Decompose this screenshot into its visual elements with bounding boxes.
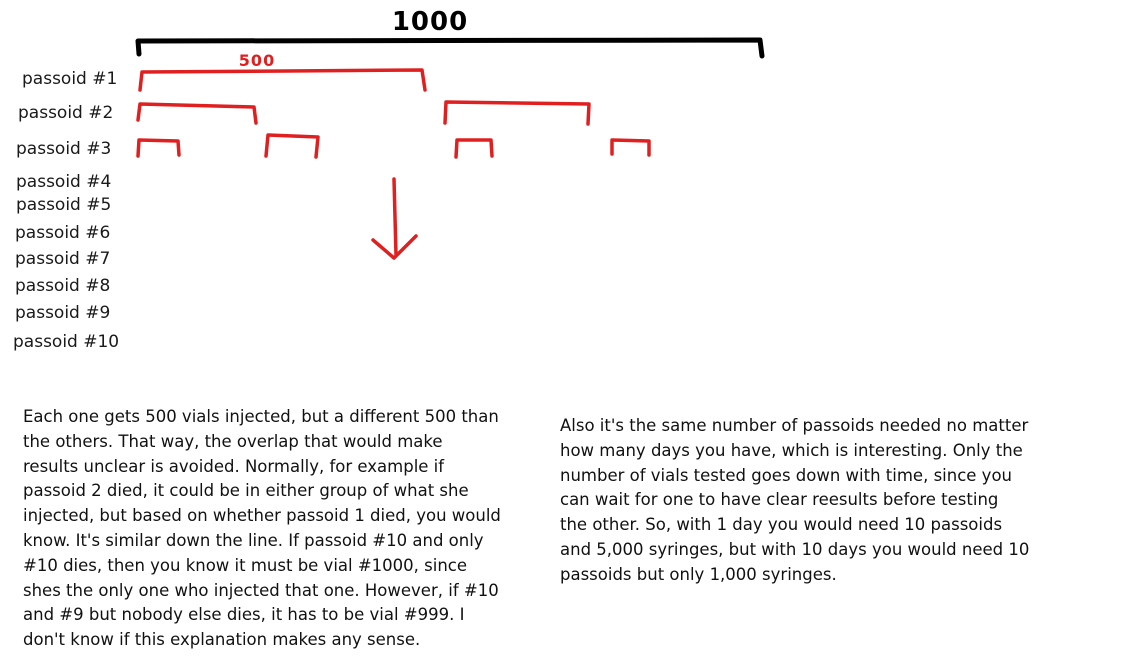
passoid-label-8: passoid #8	[15, 276, 111, 296]
passoid-3-bracket-b	[266, 135, 318, 157]
passoid-label-6: passoid #6	[15, 223, 111, 243]
passoid-2-bracket-a	[138, 104, 256, 123]
passoid-label-10: passoid #10	[13, 332, 120, 352]
bracket-1000	[138, 40, 762, 56]
explanation-paragraph: Each one gets 500 vials injected, but a different 500 than the others. That way, the overlap that would make results unclear is avoided. Normally, for example if passoid 2 died, it could be in either group of what she injected, but based on whether passoid 1 died, you would know. It's similar down the line. If passoid #10 and only #10 dies, then you know it must be vial #1000, since shes the only one who injected that one. However, if #10 and #9 but nobody else dies, it has to be vial #999. I don't know if this explanation makes any sense.	[23, 407, 501, 650]
passoid-label-5: passoid #5	[16, 195, 112, 215]
passoid-label-9: passoid #9	[15, 303, 111, 323]
passoid-1-bracket	[140, 70, 425, 90]
down-arrow-icon	[373, 179, 416, 258]
passoid-2-bracket-b	[445, 102, 589, 124]
half-vials-label: 500	[238, 51, 276, 70]
passoid-label-4: passoid #4	[16, 172, 112, 192]
passoid-label-7: passoid #7	[15, 249, 111, 269]
passoid-3-bracket-c	[456, 140, 492, 157]
passoid-3-bracket-a	[138, 140, 179, 156]
days-note-paragraph: Also it's the same number of passoids needed no matter how many days you have, which is interesting. Only the number of vials tested goes down with time, since you can wait for one to have clear reesults before testing the other. So, with 1 day you would need 10 passoids and 5,000 syringes, but with 10 days you would need 10 passoids but only 1,000 syringes.	[560, 416, 1030, 584]
passoid-label-1: passoid #1	[22, 69, 118, 89]
passoid-label-2: passoid #2	[18, 103, 114, 123]
passoid-label-3: passoid #3	[16, 139, 112, 159]
total-vials-label: 1000	[391, 7, 469, 37]
passoid-3-bracket-d	[612, 140, 649, 155]
